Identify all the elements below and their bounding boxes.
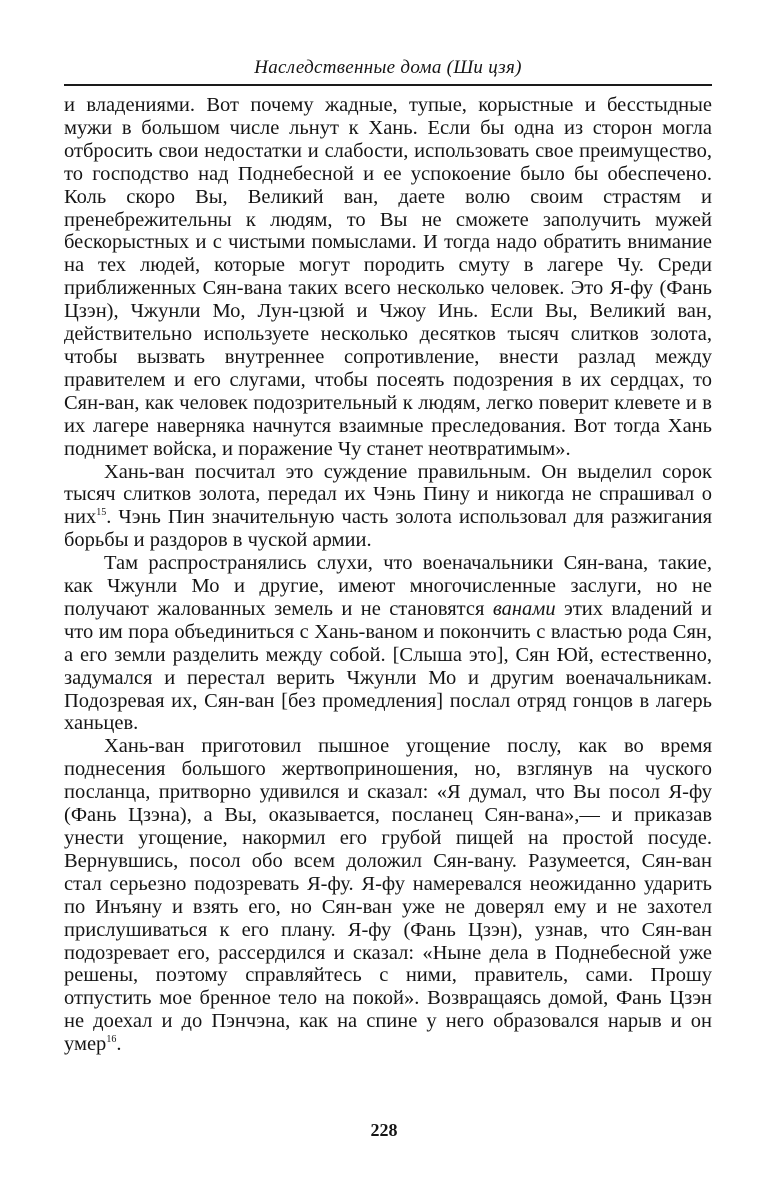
- page-body: [64, 94, 712, 1056]
- paragraph-2-text-b: . Чэнь Пин значительную часть золота использовал для разжигания борьбы и раздоров в чуской армии.: [64, 506, 712, 552]
- paragraph-4: [64, 735, 712, 1056]
- paragraph-1: и владениями. Вот почему жадные, тупые, корыстные и бесстыдные мужи в большом числе льнут к Хань. Если бы одна из сторон могла отбросить свои недостатки и слабости, использовать свое преимущество, то господство над Поднебесной и ее успокоение было бы обеспечено. Коль скоро Вы, Великий ван, даете волю своим страстям и пренебрежительны к людям, то Вы не сможете заполучить мужей бескорыстных и с чистыми помыслами. И тогда надо обратить внимание на тех людей, которые могут породить смуту в лагере Чу. Среди приближенных Сян-вана таких всего несколько человек. Это Я-фу (Фань Цзэн), Чжунли Мо, Лун-цзюй и Чжоу Инь. Если Вы, Великий ван, действительно используете несколько десятков тысяч слитков золота, чтобы вызвать внутреннее сопротивление, внести разлад между правителем и его слугами, чтобы посеять подозрения в их сердцах, то Сян-ван, как человек подозрительный к людям, легко поверит клевете и в их лагере наверняка начнутся взаимные преследования. Вот тогда Хань поднимет войска, и поражение Чу станет неотвратимым».: [64, 94, 712, 460]
- paragraph-2: [64, 461, 712, 553]
- paragraph-3: [64, 552, 712, 735]
- paragraph-4-text-a: Хань-ван приготовил пышное угощение послу, как во время поднесения большого жертвоприношения, но, взглянув на чуского посланца, притворно удивился и сказал: «Я думал, что Вы посол Я-фу (Фань Цзэна), а Вы, оказывается, посланец Сян-вана»,— и приказав унести угощение, накормил его грубой пищей на простой посуде. Вернувшись, посол обо всем доложил Сян-вану. Разумеется, Сян-ван стал серьезно подозревать Я-фу. Я-фу намеревался неожиданно ударить по Инъяну и взять его, но Сян-ван уже не доверял ему и не захотел прислушиваться к его плану. Я-фу (Фань Цзэн), узнав, что Сян-ван подозревает его, рассердился и сказал: «Ныне дела в Поднебесной уже решены, поэтому справляйтесь с ними, правитель, сами. Прошу отпустить мое бренное тело на покой». Возвращаясь домой, Фань Цзэн не доехал и до Пэнчэна, как на спине у него образовался нарыв и он умер: [64, 735, 712, 1056]
- header-rule: [64, 84, 712, 86]
- paragraph-2-text-a: Хань-ван посчитал это суждение правильным. Он выделил сорок тысяч слитков золота, передал их Чэнь Пину и никогда не спрашивал о них: [64, 460, 712, 529]
- paragraph-3-text-a: Там распространялись слухи, что военачальники Сян-вана, такие, как Чжунли Мо и другие, имеют многочисленные заслуги, но не получают жалованных земель и не становятся: [64, 552, 712, 620]
- footnote-ref-16: 16: [106, 1034, 117, 1046]
- paragraph-3-emphasis: ванами: [492, 597, 556, 620]
- running-header: Наследственные дома (Ши цзя): [254, 57, 522, 78]
- paragraph-3-text-b: этих владений и что им пора объединиться с Хань-ваном и покончить с властью рода Сян, а его земли разделить между собой. [Слыша это], Сян Юй, естественно, задумался и перестал верить Чжунли Мо и другим военачальникам. Подозревая их, Сян-ван [без промедления] послал отряд гонцов в лагерь ханьцев.: [64, 597, 712, 735]
- paragraph-4-text-b: .: [116, 1033, 122, 1056]
- footnote-ref-15: 15: [96, 507, 107, 519]
- page-number: 228: [370, 1120, 398, 1140]
